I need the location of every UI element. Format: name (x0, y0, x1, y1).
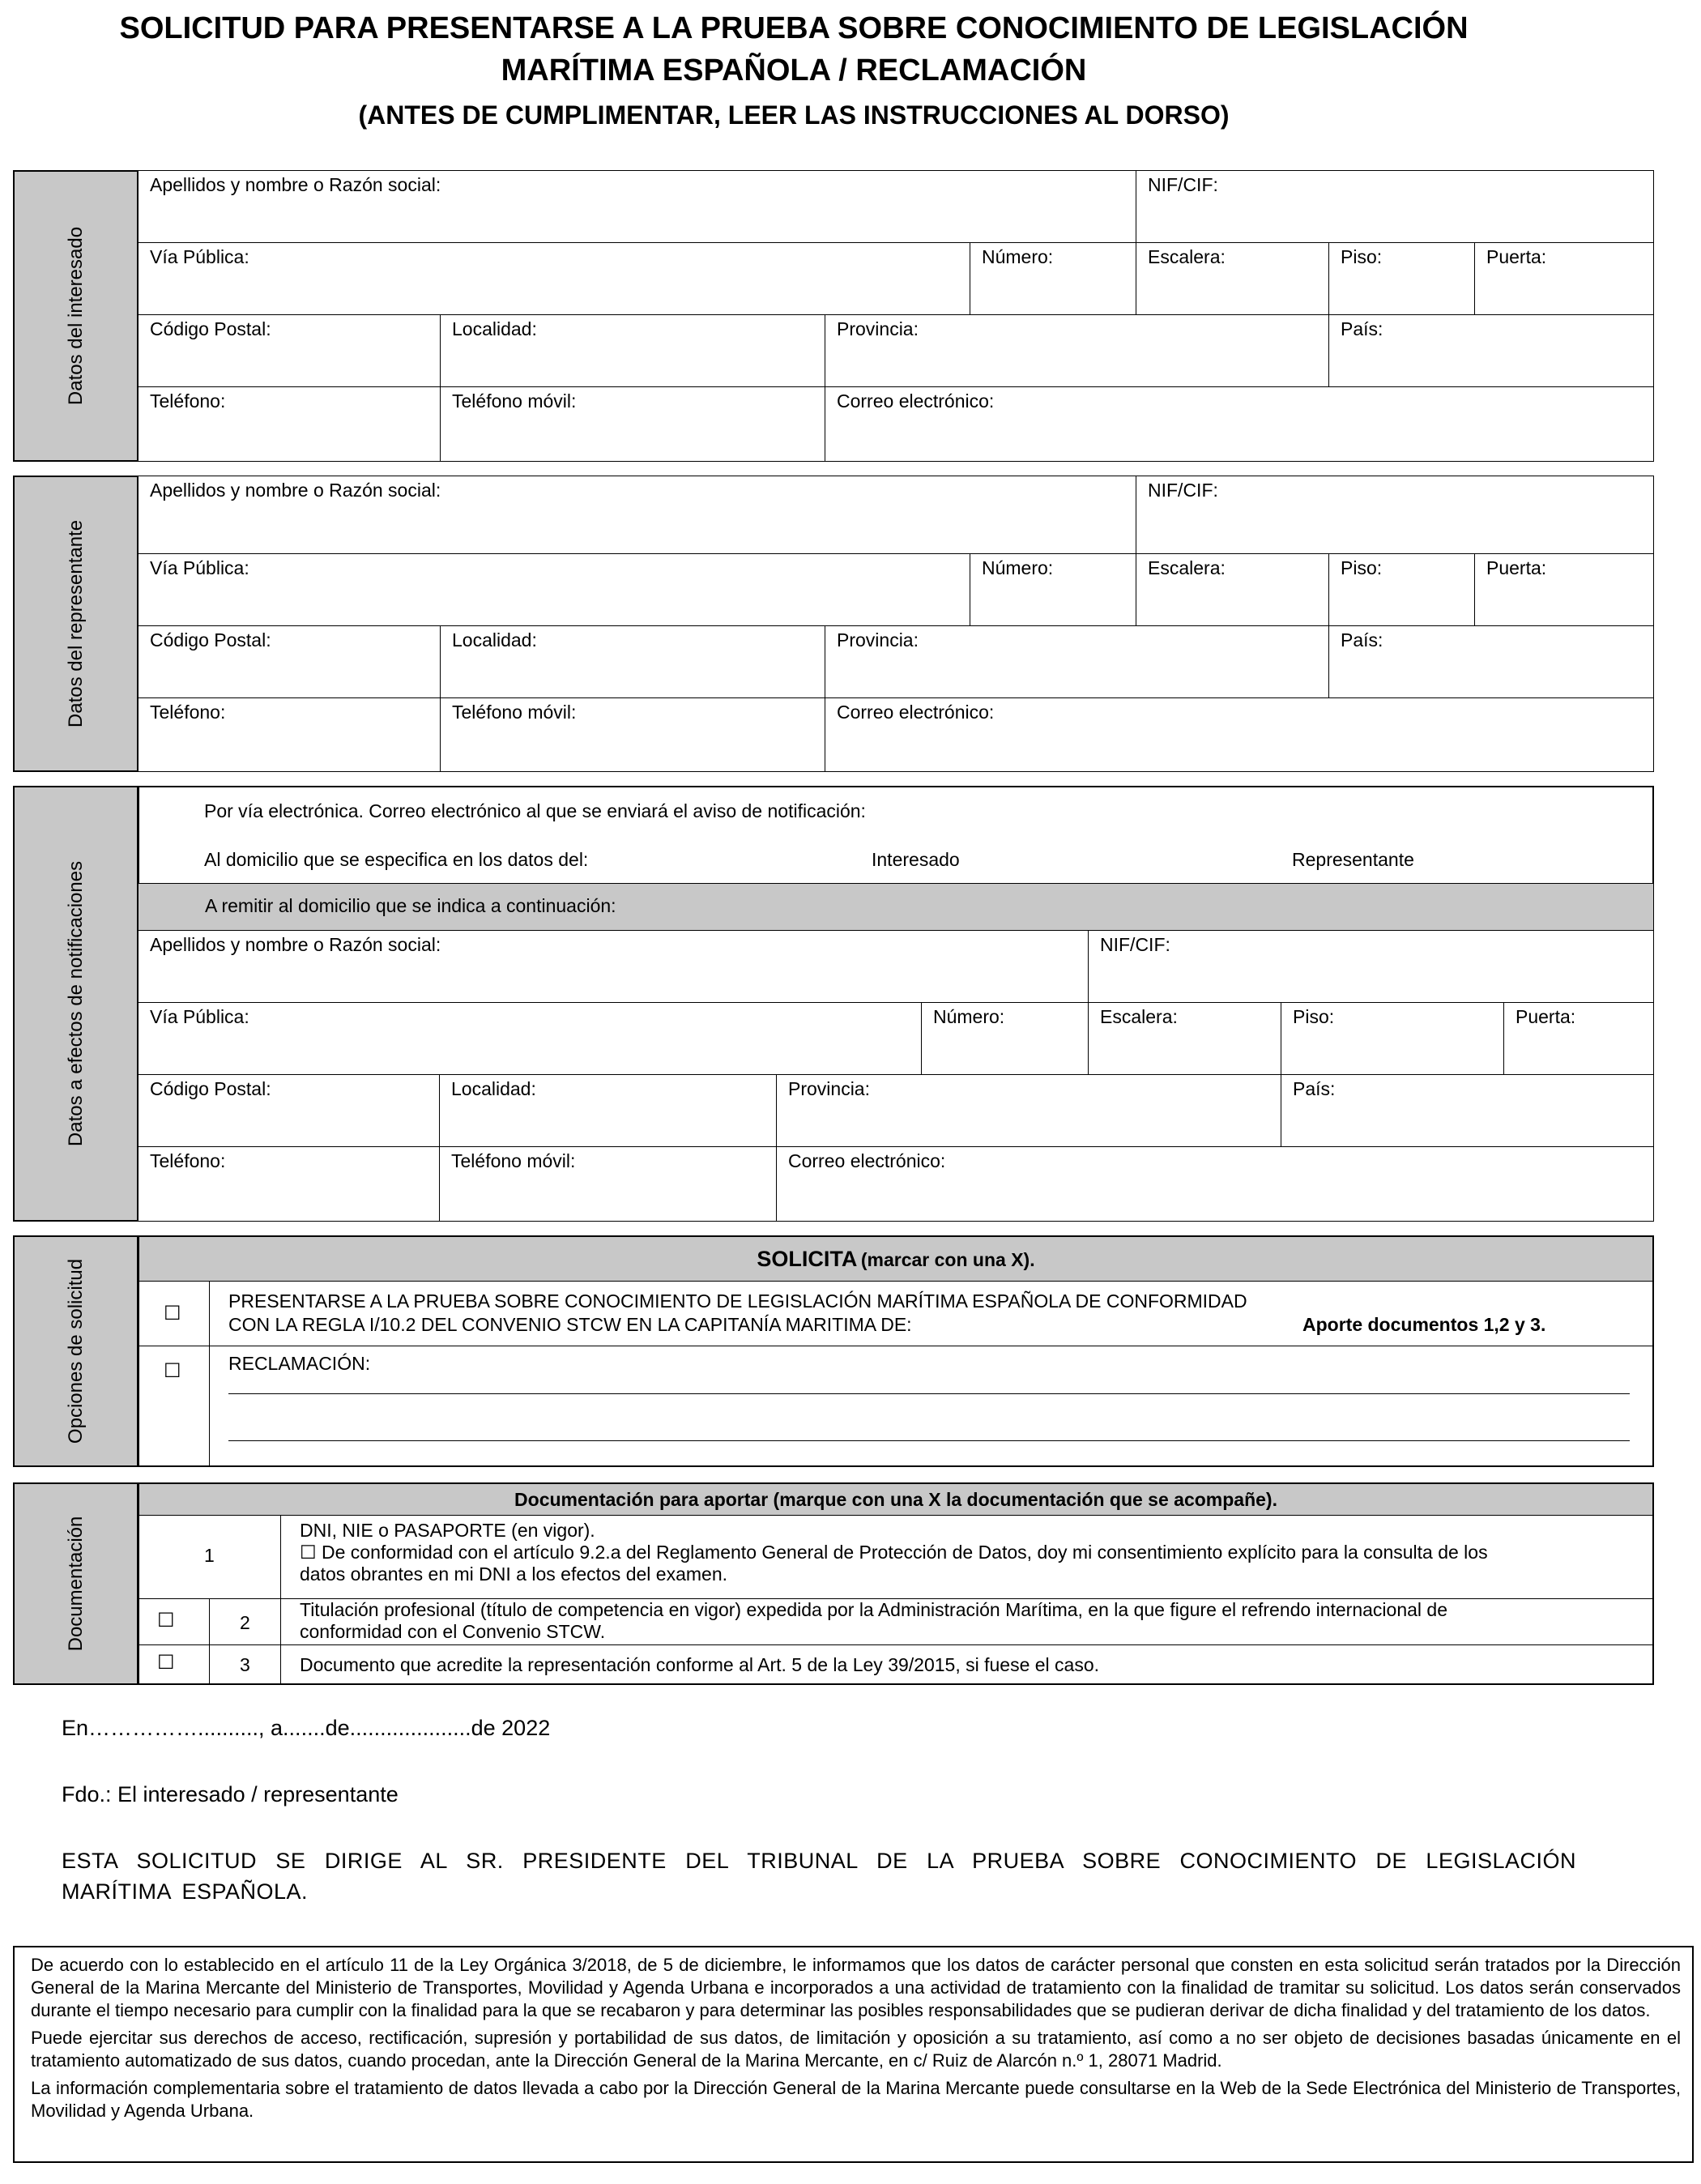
notif-interesado-option[interactable]: Interesado (872, 849, 960, 870)
section-interesado (13, 170, 139, 462)
interesado-nif-field[interactable]: NIF/CIF: (1136, 170, 1654, 244)
notif-nif-field[interactable]: NIF/CIF: (1088, 930, 1654, 1004)
reclamacion-line-1[interactable] (228, 1393, 1630, 1394)
notif-movil-field[interactable]: Teléfono móvil: (439, 1146, 778, 1222)
notif-numero-field[interactable]: Número: (921, 1002, 1089, 1076)
interesado-movil-field[interactable]: Teléfono móvil: (440, 386, 826, 462)
doc-item-1-consent[interactable]: ☐ De conformidad con el artículo 9.2.a del Reglamento General de Protección de Datos, doy mi consentimiento explícito para la consulta de los (300, 1542, 1488, 1563)
form-subtitle: (ANTES DE CUMPLIMENTAR, LEER LAS INSTRUCCIONES AL DORSO) (358, 100, 1230, 130)
option1-checkbox[interactable]: ☐ (164, 1303, 181, 1324)
option1-docs-note: Aporte documentos 1,2 y 3. (1302, 1314, 1546, 1335)
representante-nombre-field[interactable]: Apellidos y nombre o Razón social: (138, 476, 1137, 555)
solicita-checkbox-column-divider (209, 1281, 210, 1467)
doc-item-1-line3: datos obrantes en mi DNI a los efectos del examen. (300, 1563, 728, 1585)
representante-piso-field[interactable]: Piso: (1328, 553, 1476, 627)
doc-col-divider-1 (209, 1598, 210, 1685)
notif-piso-field[interactable]: Piso: (1281, 1002, 1505, 1076)
representante-localidad-field[interactable]: Localidad: (440, 625, 826, 699)
interesado-telefono-field[interactable]: Teléfono: (138, 386, 441, 462)
dirige-text: ESTA SOLICITUD SE DIRIGE AL SR. PRESIDENTE DEL TRIBUNAL DE LA PRUEBA SOBRE CONOCIMIENTO DE LEGISLACIÓN MARÍTIMA ESPAÑOLA. (62, 1849, 1576, 1904)
notif-puerta-field[interactable]: Puerta: (1503, 1002, 1654, 1076)
section-label: Opciones de solicitud (64, 1258, 87, 1444)
section-opciones (13, 1235, 139, 1467)
representante-movil-field[interactable]: Teléfono móvil: (440, 697, 826, 772)
doc-item-2-number: 2 (240, 1612, 250, 1633)
interesado-email-field[interactable]: Correo electrónico: (825, 386, 1654, 462)
notif-domicilio-option: Al domicilio que se especifica en los datos del: (204, 849, 589, 870)
section-label: Datos a efectos de notificaciones (64, 860, 87, 1147)
solicita-heading: SOLICITA (757, 1247, 858, 1271)
privacy-paragraph-1: De acuerdo con lo establecido en el artículo 11 de la Ley Orgánica 3/2018, de 5 de diciembre, le informamos que los datos de carácter personal que consten en esta solicitud serán tratados por la Dirección General de la Marina Mercante del Ministerio de Transportes, Movilidad y Agenda Urbana e incorporados a una actividad de tratamiento con la finalidad de tramitar su solicitud. Los datos serán conservados durante el tiempo necesario para cumplir con la finalidad para la que se recabaron y para determinar las posibles responsabilidades que se pudieran derivar de dicha finalidad y del tratamiento de los datos. (31, 1955, 1681, 2020)
documentacion-header (139, 1484, 1652, 1516)
notif-provincia-field[interactable]: Provincia: (776, 1074, 1282, 1148)
notif-nombre-field[interactable]: Apellidos y nombre o Razón social: (138, 930, 1089, 1004)
documentacion-heading: Documentación para aportar (marque con una X la documentación que se acompañe). (514, 1489, 1277, 1510)
notif-electronica-option[interactable]: Por vía electrónica. Correo electrónico al que se enviará el aviso de notificación: (204, 800, 866, 821)
notif-localidad-field[interactable]: Localidad: (439, 1074, 778, 1148)
interesado-piso-field[interactable]: Piso: (1328, 242, 1476, 316)
option1-text-line2: CON LA REGLA I/10.2 DEL CONVENIO STCW EN LA CAPITANÍA MARITIMA DE: (228, 1314, 912, 1335)
representante-telefono-field[interactable]: Teléfono: (138, 697, 441, 772)
doc-item-1-number: 1 (204, 1545, 215, 1566)
notif-telefono-field[interactable]: Teléfono: (138, 1146, 441, 1222)
representante-puerta-field[interactable]: Puerta: (1474, 553, 1654, 627)
doc-item-3-checkbox[interactable]: ☐ (157, 1652, 175, 1674)
notif-escalera-field[interactable]: Escalera: (1088, 1002, 1282, 1076)
representante-provincia-field[interactable]: Provincia: (825, 625, 1330, 699)
section-notificaciones (13, 786, 139, 1222)
interesado-numero-field[interactable]: Número: (970, 242, 1137, 316)
form-title-line2: MARÍTIMA ESPAÑOLA / RECLAMACIÓN (501, 53, 1087, 87)
doc-item-3-number: 3 (240, 1654, 250, 1675)
section-label: Datos del interesado (64, 226, 87, 406)
option1-text-line1: PRESENTARSE A LA PRUEBA SOBRE CONOCIMIENTO DE LEGISLACIÓN MARÍTIMA ESPAÑOLA DE CONFORMIDAD (228, 1290, 1247, 1312)
interesado-escalera-field[interactable]: Escalera: (1136, 242, 1330, 316)
firma-line: Fdo.: El interesado / representante (62, 1782, 399, 1806)
doc-item-2-line2: conformidad con el Convenio STCW. (300, 1621, 606, 1642)
doc-row-divider-2 (139, 1644, 1652, 1645)
interesado-puerta-field[interactable]: Puerta: (1474, 242, 1654, 316)
solicita-header (139, 1237, 1652, 1282)
notif-remitir-row[interactable]: A remitir al domicilio que se indica a continuación: (138, 883, 1654, 932)
interesado-nombre-field[interactable]: Apellidos y nombre o Razón social: (138, 170, 1137, 244)
privacy-paragraph-2: Puede ejercitar sus derechos de acceso, rectificación, supresión y portabilidad de sus datos, de limitación y oposición a su tratamiento, así como a no ser objeto de decisiones basadas únicamente en el tratamiento automatizado de sus datos, cuando procedan, ante la Dirección General de la Marina Mercante, en c/ Ruiz de Alarcón n.º 1, 28071 Madrid. (31, 2028, 1681, 2071)
doc-item-2-line1: Titulación profesional (título de competencia en vigor) expedida por la Administración Marítima, en la que figure el refrendo internacional de (300, 1599, 1447, 1620)
solicita-heading-note: (marcar con una X). (860, 1249, 1035, 1270)
interesado-pais-field[interactable]: País: (1328, 314, 1654, 388)
notif-cp-field[interactable]: Código Postal: (138, 1074, 441, 1148)
representante-pais-field[interactable]: País: (1328, 625, 1654, 699)
reclamacion-line-2[interactable] (228, 1440, 1630, 1441)
section-representante (13, 476, 139, 772)
fecha-line[interactable]: En…………….........., a.......de....................de 2022 (62, 1716, 551, 1740)
notif-via-field[interactable]: Vía Pública: (138, 1002, 923, 1076)
representante-escalera-field[interactable]: Escalera: (1136, 553, 1330, 627)
interesado-provincia-field[interactable]: Provincia: (825, 314, 1330, 388)
privacy-paragraph-3: La información complementaria sobre el tratamiento de datos llevada a cabo por la Dirección General de la Marina Mercante puede consultarse en la Web de la Sede Electrónica del Ministerio de Transportes, Movilidad y Agenda Urbana. (31, 2078, 1681, 2121)
privacy-box (13, 1946, 1694, 2163)
notif-pais-field[interactable]: País: (1281, 1074, 1654, 1148)
representante-via-field[interactable]: Vía Pública: (138, 553, 971, 627)
notif-representante-option[interactable]: Representante (1292, 849, 1414, 870)
representante-nif-field[interactable]: NIF/CIF: (1136, 476, 1654, 555)
representante-email-field[interactable]: Correo electrónico: (825, 697, 1654, 772)
option2-checkbox[interactable]: ☐ (164, 1360, 181, 1382)
doc-item-2-checkbox[interactable]: ☐ (157, 1610, 175, 1632)
doc-item-1-line1: DNI, NIE o PASAPORTE (en vigor). (300, 1520, 595, 1541)
interesado-cp-field[interactable]: Código Postal: (138, 314, 441, 388)
section-label: Documentación (64, 1516, 87, 1652)
option2-label: RECLAMACIÓN: (228, 1353, 371, 1374)
doc-item-3-line1: Documento que acredite la representación conforme al Art. 5 de la Ley 39/2015, si fuese el caso. (300, 1654, 1100, 1675)
doc-col-divider-2 (280, 1515, 281, 1685)
interesado-localidad-field[interactable]: Localidad: (440, 314, 826, 388)
interesado-via-field[interactable]: Vía Pública: (138, 242, 971, 316)
representante-cp-field[interactable]: Código Postal: (138, 625, 441, 699)
section-documentacion (13, 1482, 139, 1685)
form-title-line1: SOLICITUD PARA PRESENTARSE A LA PRUEBA SOBRE CONOCIMIENTO DE LEGISLACIÓN (119, 11, 1469, 45)
notif-email-field[interactable]: Correo electrónico: (776, 1146, 1654, 1222)
representante-numero-field[interactable]: Número: (970, 553, 1137, 627)
section-label: Datos del representante (64, 519, 87, 728)
